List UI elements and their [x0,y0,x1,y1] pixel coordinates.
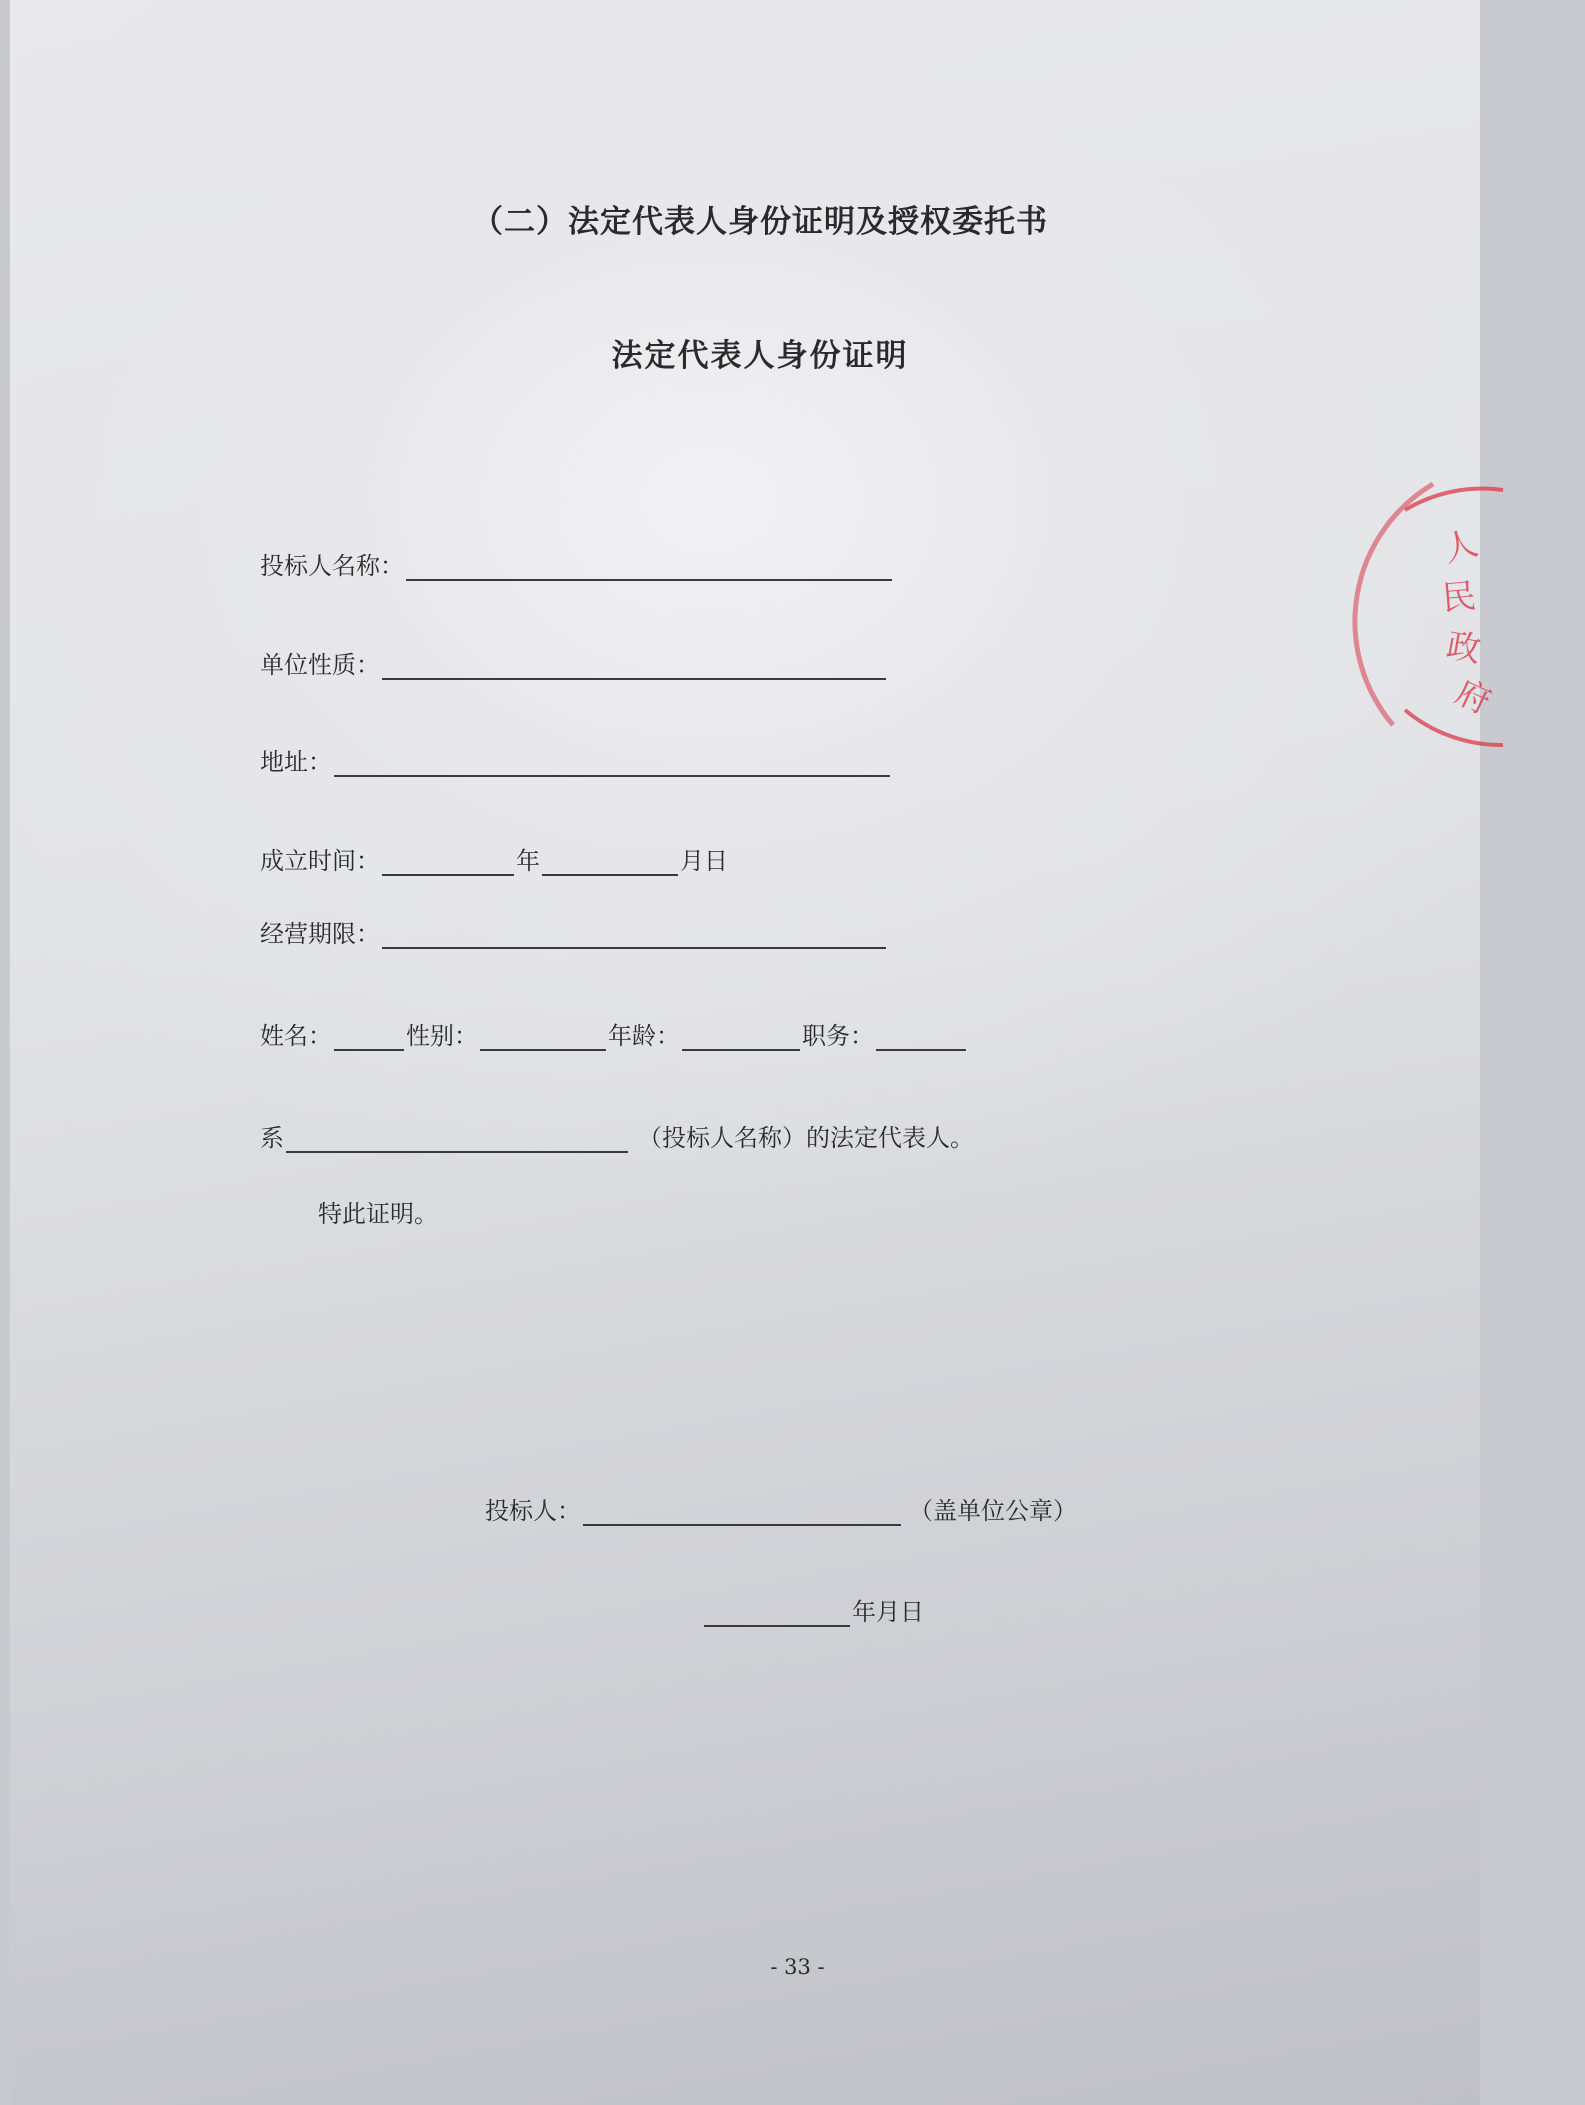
name-field[interactable] [334,1025,404,1051]
signature-bidder-field[interactable] [583,1500,901,1526]
svg-text:民: 民 [1440,576,1478,619]
document-title: 法定代表人身份证明 [611,338,909,374]
month-day-label: 月日 [680,847,728,875]
document-page [10,0,1497,2105]
svg-text:政: 政 [1443,625,1484,671]
date-suffix: 年月日 [852,1598,924,1626]
bidder-name-field[interactable] [406,555,892,581]
section-title: （二）法定代表人身份证明及授权委托书 [472,204,1048,240]
gender-label: 性别： [406,1022,478,1050]
address-field[interactable] [334,751,890,777]
certify-text: 特此证明。 [318,1200,438,1228]
representative-info-row [260,1016,968,1051]
gender-field[interactable] [480,1025,606,1051]
year-label: 年 [516,847,540,875]
operating-period-label: 经营期限： [260,920,380,948]
age-field[interactable] [682,1025,800,1051]
position-field[interactable] [876,1025,966,1051]
certify-row [318,1194,438,1229]
statement-suffix: （投标人名称）的法定代表人。 [638,1124,974,1152]
date-row [702,1592,924,1627]
address-row [260,742,892,777]
established-row [260,841,728,876]
signature-bidder-label: 投标人： [485,1497,581,1525]
name-label: 姓名： [260,1022,332,1050]
svg-text:府: 府 [1449,671,1497,723]
address-label: 地址： [260,748,332,776]
operating-period-field[interactable] [382,923,886,949]
unit-nature-row [260,645,888,680]
statement-prefix: 系 [260,1124,284,1152]
official-seal-stamp [1385,470,1505,760]
established-month-field[interactable] [542,850,678,876]
age-label: 年龄： [608,1022,680,1050]
unit-nature-label: 单位性质： [260,651,380,679]
statement-bidder-field[interactable] [286,1127,628,1153]
operating-period-row [260,914,888,949]
statement-row [260,1118,974,1153]
seal-note: （盖单位公章） [909,1497,1077,1525]
unit-nature-field[interactable] [382,654,886,680]
page-number: - 33 - [770,1955,825,1979]
established-year-field[interactable] [382,850,514,876]
bidder-name-row [260,546,894,581]
signature-row [485,1491,1077,1526]
bidder-name-label: 投标人名称： [260,552,404,580]
position-label: 职务： [802,1022,874,1050]
date-field[interactable] [704,1601,850,1627]
svg-text:人: 人 [1438,523,1483,571]
established-label: 成立时间： [260,847,380,875]
